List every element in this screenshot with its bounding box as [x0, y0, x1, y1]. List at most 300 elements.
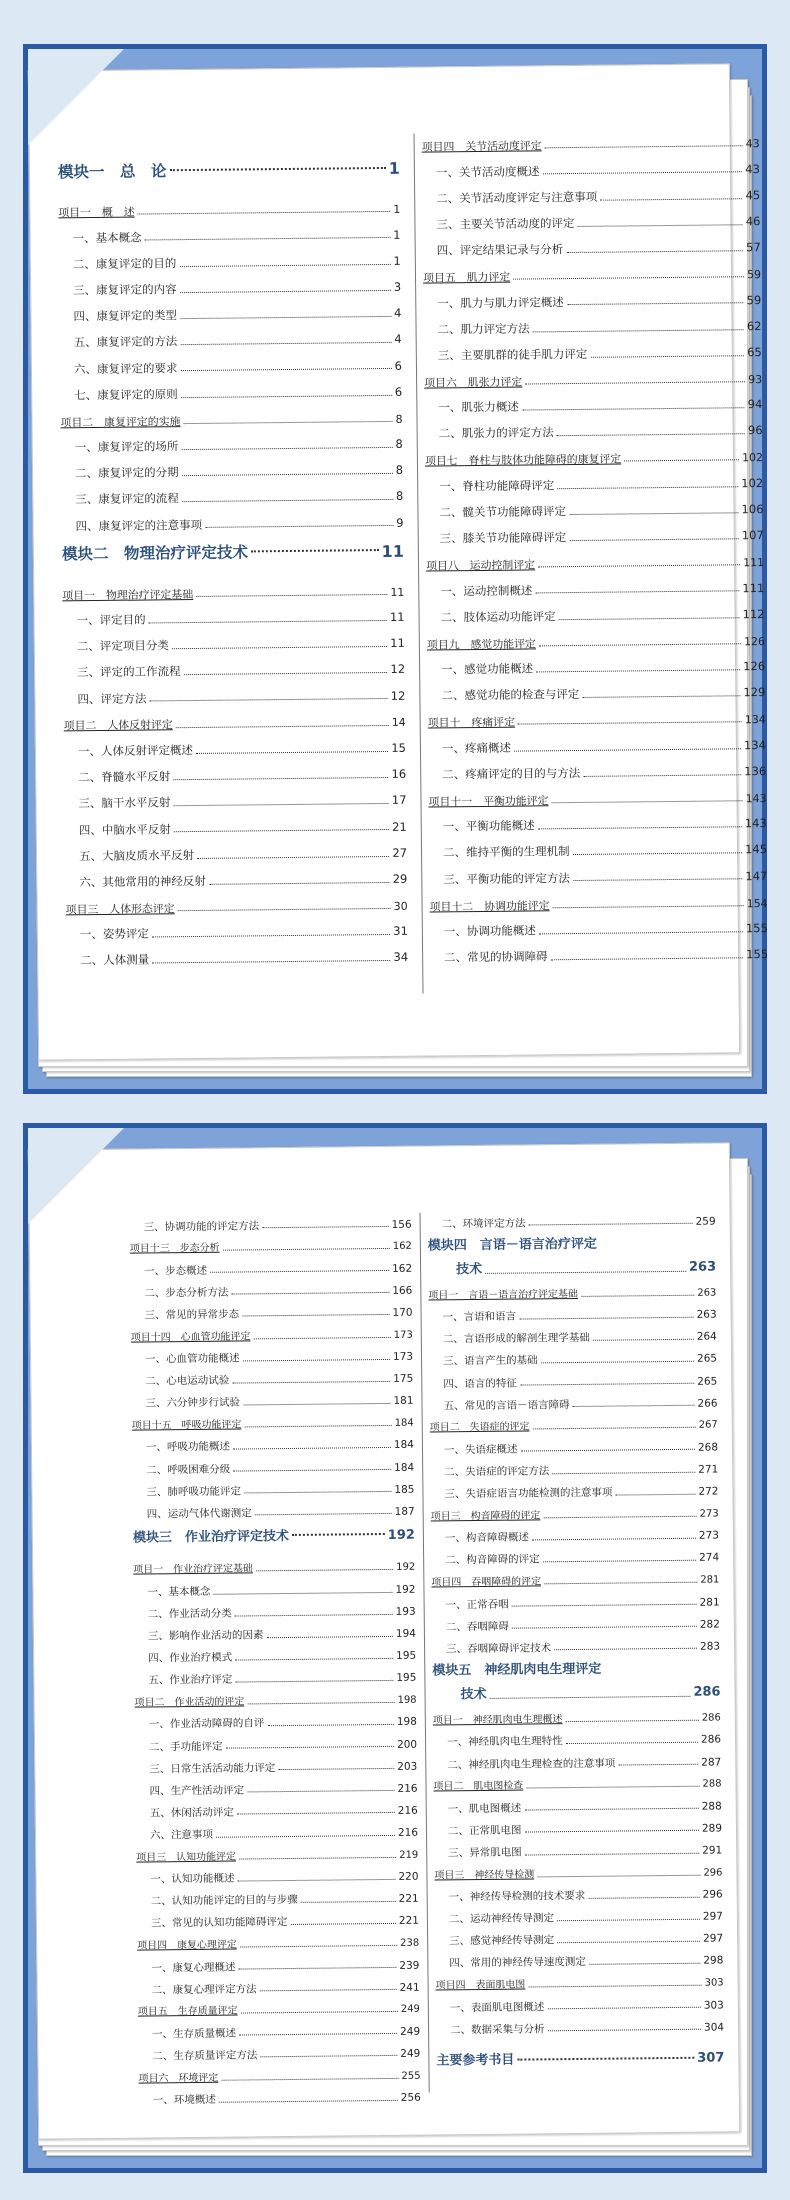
leader-dots [238, 1967, 396, 1970]
page-number: 59 [747, 268, 762, 282]
section-entry [429, 831, 767, 861]
entry-title: 项目二 肌电图检查 [433, 1780, 524, 1793]
page-number: 296 [702, 1888, 723, 1901]
section-entry [422, 203, 760, 233]
section-entry [66, 939, 408, 969]
section-entry [429, 1388, 717, 1413]
section-entry [137, 1883, 419, 1908]
leader-dots [176, 725, 389, 728]
entry-title: 二、数据采集与分析 [450, 2023, 545, 2037]
leader-dots [145, 237, 391, 241]
page-number: 1 [393, 253, 401, 268]
entry-title: 项目十二 协调功能评定 [429, 898, 550, 914]
entry-title: 二、正常肌电图 [447, 1824, 522, 1838]
entry-title: 三、影响作业活动的因素 [147, 1629, 264, 1643]
page-number: 192 [396, 1562, 416, 1574]
entry-title: 一、表面肌电图概述 [449, 2000, 545, 2014]
project-entry [435, 1967, 723, 1992]
leader-dots [536, 669, 740, 672]
project-entry [138, 1994, 420, 2019]
leader-dots [180, 368, 391, 371]
leader-dots [557, 433, 745, 436]
entry-title: 四、评定方法 [77, 691, 147, 706]
leader-dots [243, 1359, 390, 1362]
section-entry [132, 1496, 414, 1521]
entry-title: 一、人体反射评定概述 [77, 742, 194, 759]
page-number: 9 [396, 515, 404, 530]
leader-dots [256, 1569, 393, 1571]
page-number: 62 [746, 318, 762, 333]
page-number: 184 [394, 1417, 414, 1429]
section-entry [63, 651, 405, 681]
section-entry [423, 229, 761, 259]
entry-title: 二、肌力评定方法 [437, 321, 530, 337]
leader-dots [184, 672, 388, 675]
leader-dots [551, 800, 742, 803]
section-entry [422, 176, 760, 206]
leader-dots [569, 538, 739, 541]
page-number: 57 [746, 240, 761, 255]
entry-title: 项目四 表面肌电图 [435, 1979, 526, 1992]
leader-dots [615, 1493, 695, 1495]
module-title-line2 [432, 1678, 720, 1703]
section-entry [134, 1596, 416, 1621]
leader-dots [618, 1764, 698, 1766]
section-entry [434, 1835, 722, 1860]
leader-dots [524, 1808, 698, 1811]
entry-title: 五、康复评定的方法 [73, 334, 178, 350]
page-number: 185 [394, 1483, 415, 1496]
page-number: 17 [391, 793, 407, 808]
entry-title: 二、肢体运动功能评定 [440, 608, 556, 625]
section-entry [63, 677, 405, 707]
entry-title: 一、关节活动度概述 [435, 163, 540, 180]
section-entry [134, 1640, 416, 1665]
section-entry [133, 1574, 415, 1599]
entry-title: 项目六 肌张力评定 [424, 375, 523, 390]
page-number: 107 [741, 528, 764, 543]
entry-title: 三、语言产生的基础 [443, 1354, 538, 1368]
section-entry [137, 1950, 419, 1975]
section-entry [424, 386, 762, 416]
page-number: 15 [391, 740, 407, 755]
entry-title: 三、脑干水平反射 [78, 795, 171, 811]
page-number: 6 [394, 384, 403, 399]
section-entry [430, 1476, 718, 1501]
entry-title: 项目四 康复心理评定 [137, 1939, 237, 1952]
references-entry [436, 2042, 724, 2079]
section-entry [423, 281, 761, 311]
page-number: 268 [697, 1441, 719, 1454]
entry-title: 模块二 物理治疗评定技术 [61, 543, 249, 564]
section-entry [135, 1729, 417, 1754]
section-entry [433, 1724, 721, 1749]
section-entry [432, 1609, 720, 1634]
page-number: 155 [746, 947, 769, 962]
page-number: 173 [392, 1350, 414, 1363]
section-entry [428, 1299, 716, 1324]
section-entry [425, 464, 763, 494]
leader-dots [247, 1790, 394, 1793]
project-entry [427, 700, 765, 730]
entry-title: 二、构音障碍的评定 [445, 1553, 540, 1567]
page-number: 96 [747, 423, 763, 438]
entry-title: 六、注意事项 [149, 1828, 214, 1842]
entry-title: 一、肌力与肌力评定概述 [437, 294, 564, 310]
entry-title: 一、脊柱功能障碍评定 [439, 478, 555, 494]
leader-dots [532, 1538, 696, 1541]
leader-dots [173, 777, 388, 780]
leader-dots [512, 1626, 697, 1629]
leader-dots [235, 1614, 393, 1617]
leader-dots [557, 1941, 700, 1943]
entry-title: 三、常见的认知功能障碍评定 [150, 1916, 288, 1930]
entry-title: 二、步态分析方法 [144, 1286, 229, 1300]
section-entry [434, 1791, 722, 1816]
entry-title: 项目三 神经传导检测 [434, 1869, 535, 1882]
entry-title: 项目十一 平衡功能评定 [428, 794, 549, 809]
leader-dots [196, 751, 388, 754]
section-entry [131, 1385, 413, 1410]
references-title: 主要参考书目 [436, 2053, 515, 2069]
section-entry [130, 1275, 412, 1300]
page-number: 255 [401, 2070, 421, 2082]
page-number: 4 [394, 332, 402, 347]
section-entry [59, 268, 401, 298]
page-number: 8 [395, 436, 403, 451]
page-number: 266 [697, 1397, 718, 1410]
leader-dots [174, 829, 389, 832]
entry-title: 一、作业活动障碍的自评 [148, 1717, 265, 1731]
entry-title: 三、康复评定的流程 [75, 491, 179, 507]
entry-title: 四、作业治疗模式 [148, 1651, 233, 1665]
section-entry [65, 860, 407, 890]
entry-title: 四、生产性活动评定 [149, 1784, 245, 1798]
page-number: 43 [745, 161, 760, 176]
entry-title: 二、失语症的评定方法 [444, 1465, 550, 1479]
leader-dots [149, 620, 387, 623]
section-entry [61, 452, 403, 482]
entry-title: 二、肌张力的评定方法 [438, 425, 554, 441]
leader-dots [209, 882, 390, 885]
entry-title: 项目六 环境评定 [138, 2072, 219, 2085]
leader-dots [216, 1834, 395, 1837]
page-number: 241 [399, 1981, 420, 1994]
page-number: 249 [400, 2003, 420, 2016]
toc-column-left [129, 1209, 420, 2108]
entry-title: 四、常用的神经传导速度测定 [449, 1956, 586, 1970]
entry-title: 三、失语症语言功能检测的注意事项 [444, 1486, 613, 1501]
entry-title: 二、感觉功能的检查与评定 [441, 687, 580, 703]
leader-dots [521, 1449, 695, 1452]
leader-dots [583, 774, 741, 777]
section-entry [59, 295, 401, 325]
entry-title: 五、作业治疗评定 [148, 1673, 233, 1687]
project-entry [130, 1231, 412, 1256]
entry-title: 项目一 作业治疗评定基础 [133, 1563, 253, 1577]
section-entry [135, 1751, 417, 1776]
leader-dots [517, 2057, 694, 2061]
section-entry [59, 321, 401, 351]
leader-dots [525, 1830, 699, 1833]
leader-dots [237, 1879, 395, 1882]
page-number: 11 [381, 541, 404, 561]
entry-title: 一、康复心理概述 [151, 1961, 236, 1974]
project-entry [428, 1277, 716, 1302]
entry-title: 一、呼吸功能概述 [145, 1441, 231, 1454]
project-entry [430, 1410, 718, 1435]
toc-page-1 [28, 63, 769, 1060]
entry-title: 二、环境评定方法 [441, 1216, 526, 1230]
entry-title: 一、生存质量概述 [152, 2027, 237, 2041]
page-number: 263 [696, 1308, 717, 1321]
section-entry [427, 1206, 715, 1231]
leader-dots [542, 172, 742, 175]
entry-title: 项目七 脊柱与肢体功能障碍的康复评定 [424, 452, 622, 468]
section-entry [435, 1923, 723, 1948]
entry-title: 项目十三 步态分析 [129, 1242, 220, 1255]
page-number: 265 [696, 1352, 718, 1366]
page-number: 134 [744, 713, 766, 727]
leader-dots [538, 564, 740, 567]
leader-dots [537, 1874, 700, 1877]
section-entry [422, 150, 760, 180]
leader-dots [485, 1271, 686, 1274]
section-entry [431, 1520, 719, 1545]
leader-dots [181, 447, 392, 450]
entry-title: 项目二 康复评定的实施 [60, 414, 181, 429]
page-number: 265 [697, 1375, 718, 1388]
entry-title: 一、评定目的 [76, 612, 146, 628]
page-number: 30 [393, 899, 408, 913]
section-entry [60, 347, 402, 377]
page-number: 220 [398, 1870, 419, 1883]
page-number: 29 [392, 871, 408, 886]
page-number: 111 [743, 556, 765, 570]
module-heading [428, 1234, 716, 1279]
project-entry [428, 779, 766, 809]
project-entry [425, 438, 763, 468]
leader-dots [589, 1963, 700, 1965]
leader-dots [565, 1720, 698, 1722]
module-heading [432, 1659, 720, 1704]
leader-dots [525, 381, 745, 384]
leader-dots [235, 1680, 393, 1683]
entry-title: 三、主要肌群的徒手肌力评定 [437, 346, 588, 363]
section-entry [137, 1972, 419, 1997]
page-number: 4 [393, 305, 402, 321]
section-entry [64, 729, 406, 759]
leader-dots [624, 460, 739, 462]
entry-title: 一、神经肌肉电生理特性 [447, 1735, 563, 1749]
entry-title: 项目一 物理治疗评定基础 [62, 587, 194, 602]
page-number: 31 [393, 924, 408, 939]
section-entry [423, 307, 761, 337]
entry-title: 二、脊髓水平反射 [78, 769, 171, 785]
page-number: 94 [747, 397, 763, 412]
section-entry [132, 1474, 414, 1499]
entry-title: 项目二 作业活动的评定 [134, 1696, 245, 1709]
leader-dots [178, 908, 391, 911]
section-entry [430, 936, 768, 966]
entry-title: 一、姿势评定 [79, 926, 149, 942]
page-number: 216 [397, 1804, 418, 1817]
entry-title: 七、康复评定的原则 [74, 386, 178, 402]
leader-dots [290, 1923, 395, 1925]
page-number: 264 [696, 1330, 717, 1344]
leader-dots [539, 931, 743, 934]
page-number: 289 [701, 1822, 723, 1835]
project-entry [60, 399, 402, 429]
entry-title: 一、肌张力概述 [438, 399, 519, 415]
entry-title: 一、言语和语言 [442, 1310, 517, 1324]
leader-dots [197, 855, 389, 858]
entry-title: 二、康复评定的目的 [72, 255, 177, 272]
toc-column-right [427, 1206, 724, 2079]
leader-dots [557, 486, 738, 489]
page-number: 256 [400, 2091, 421, 2104]
entry-title: 三、评定的工作流程 [77, 664, 181, 680]
entry-title: 三、康复评定的内容 [73, 282, 177, 298]
leader-dots [590, 355, 744, 358]
entry-title: 三、常见的异常步态 [144, 1308, 240, 1322]
leader-dots [552, 1471, 695, 1473]
section-entry [431, 1586, 719, 1611]
entry-title: 一、构音障碍概述 [444, 1531, 529, 1545]
page-number: 11 [389, 609, 405, 624]
section-entry [61, 425, 403, 455]
leader-dots [569, 512, 739, 515]
entry-title: 六、其他常用的神经反射 [79, 873, 206, 890]
page-number: 195 [396, 1649, 417, 1663]
section-entry [430, 1432, 718, 1457]
leader-dots [541, 1361, 694, 1364]
page-number: 154 [746, 896, 768, 910]
section-entry [433, 1747, 721, 1772]
folded-corner [28, 49, 124, 145]
project-entry [62, 572, 404, 602]
leader-dots [512, 1604, 697, 1607]
entry-title: 二、髋关节功能障碍评定 [439, 504, 567, 520]
page-number: 21 [392, 819, 407, 834]
page-number: 3 [393, 279, 402, 294]
project-entry [136, 1839, 418, 1864]
leader-dots [522, 407, 745, 410]
module-title-line1: 模块五 神经肌肉电生理评定 [432, 1662, 602, 1679]
section-entry [429, 1343, 717, 1368]
leader-dots [244, 1491, 391, 1494]
section-entry [58, 216, 400, 246]
section-entry [435, 1879, 723, 1904]
page-number: 281 [700, 1574, 720, 1586]
page-number: 8 [395, 463, 404, 478]
section-entry [429, 857, 767, 887]
entry-title: 项目五 肌力评定 [422, 270, 511, 285]
page-number: 187 [394, 1505, 415, 1518]
page-number: 297 [702, 1910, 723, 1923]
entry-title: 四、运动气体代谢测定 [146, 1507, 252, 1521]
entry-title: 一、基本概念 [147, 1585, 211, 1599]
leader-dots [226, 1746, 394, 1749]
section-entry [131, 1363, 413, 1388]
page-number: 287 [701, 1756, 722, 1769]
module-title-line1: 模块四 言语－语言治疗评定 [427, 1236, 597, 1254]
entry-title: 二、维持平衡的生理机制 [442, 844, 570, 860]
entry-title: 三、日常生活活动能力评定 [149, 1761, 276, 1776]
leader-dots [260, 2055, 397, 2057]
leader-dots [219, 2100, 398, 2103]
module-title-line2 [428, 1253, 716, 1278]
leader-dots [559, 617, 740, 620]
leader-dots [240, 1945, 397, 1948]
page-number: 143 [744, 816, 767, 831]
page-number: 296 [703, 1867, 723, 1879]
page-number: 46 [745, 213, 761, 229]
leader-dots [539, 643, 741, 646]
page-number: 267 [698, 1419, 718, 1432]
page-number: 111 [742, 580, 765, 595]
leader-dots [174, 803, 389, 806]
page-number: 307 [697, 2050, 725, 2067]
page-number: 195 [396, 1671, 417, 1685]
page-number: 65 [747, 344, 762, 360]
page-number: 8 [395, 489, 404, 504]
page-number: 155 [745, 921, 768, 936]
page-number: 156 [391, 1218, 412, 1231]
entry-title: 四、中脑水平反射 [78, 821, 171, 837]
entry-title: 二、人体测量 [80, 952, 150, 968]
leader-dots [292, 1533, 385, 1536]
leader-dots [529, 1223, 693, 1226]
page-number: 259 [695, 1215, 716, 1228]
section-entry [138, 2038, 420, 2063]
page-number: 303 [704, 1977, 724, 1989]
entry-title: 三、主要关节活动度的评定 [436, 215, 575, 232]
entry-title: 二、运动神经传导测定 [448, 1912, 554, 1926]
panel-frame [28, 49, 769, 1089]
page-number: 271 [698, 1463, 719, 1476]
project-entry [137, 1928, 419, 1953]
page-number: 170 [392, 1306, 413, 1319]
project-entry [58, 190, 400, 220]
section-entry [436, 1990, 724, 2015]
entry-title: 一、基本概念 [72, 230, 142, 245]
entry-title: 项目五 生存质量评定 [137, 2005, 238, 2018]
entry-title: 项目二 失语症的评定 [429, 1421, 530, 1434]
folded-corner [28, 1128, 124, 1224]
leader-dots [545, 145, 743, 148]
page-number: 134 [743, 737, 767, 752]
leader-dots [235, 1658, 393, 1661]
section-entry [59, 242, 401, 272]
leader-dots [243, 1403, 390, 1406]
leader-dots [149, 698, 387, 701]
section-entry [424, 412, 762, 442]
entry-title: 二、手功能评定 [149, 1740, 223, 1754]
entry-title: 三、膝关节功能障碍评定 [439, 530, 567, 546]
project-entry [421, 124, 759, 154]
leader-dots [519, 1317, 693, 1320]
page-number: 193 [395, 1605, 416, 1618]
leader-dots [182, 473, 393, 476]
leader-dots [532, 1427, 695, 1430]
entry-title: 模块三 作业治疗评定技术 [132, 1528, 289, 1546]
module-heading [58, 148, 400, 194]
page-number: 281 [699, 1595, 720, 1609]
entry-title: 二、生存质量评定方法 [152, 2049, 258, 2063]
leader-dots [528, 1985, 701, 1988]
entry-title: 五、大脑皮质水平反射 [78, 847, 195, 863]
